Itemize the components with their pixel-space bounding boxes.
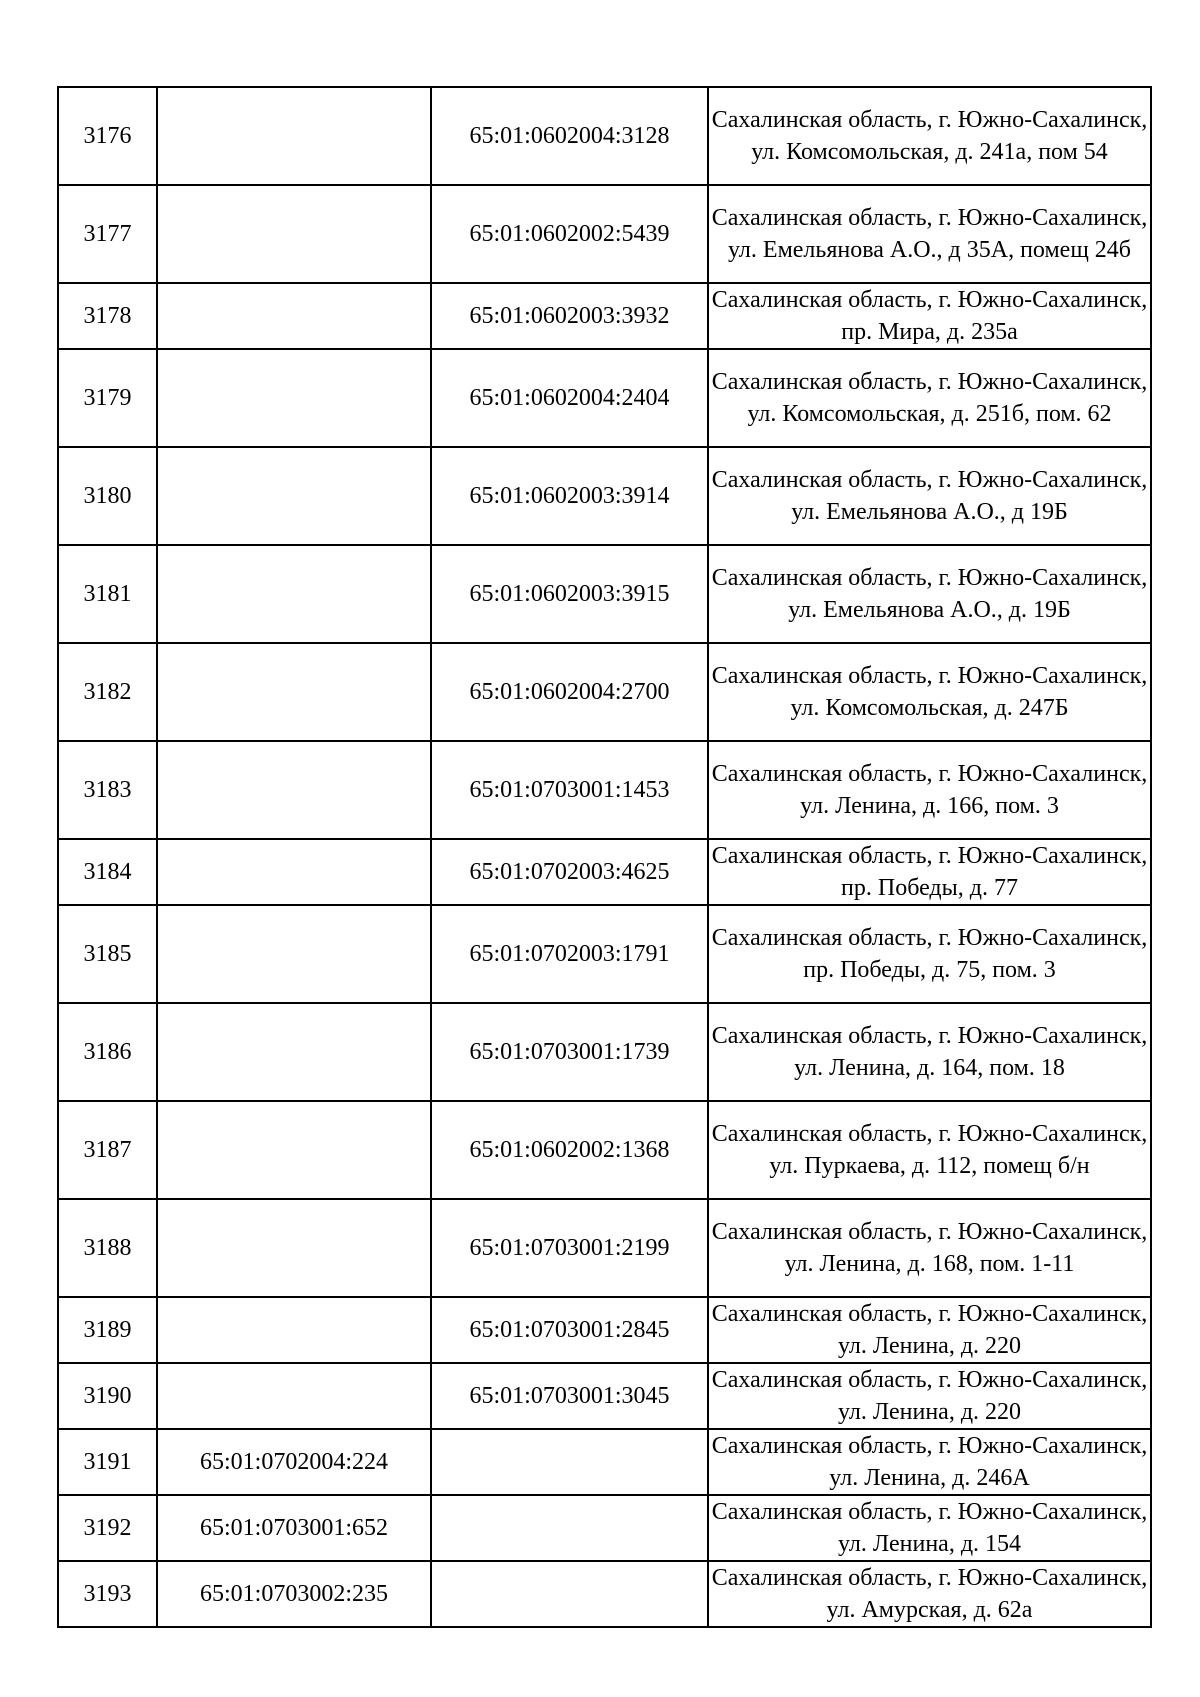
building-cadastral-number: 65:01:0602004:3128 <box>431 87 708 185</box>
table-row <box>58 1199 1151 1297</box>
row-number: 3187 <box>58 1101 157 1199</box>
table-row <box>58 545 1151 643</box>
building-cadastral-number: 65:01:0602003:3915 <box>431 545 708 643</box>
row-number: 3188 <box>58 1199 157 1297</box>
row-number: 3182 <box>58 643 157 741</box>
land-cadastral-number: 65:01:0702004:224 <box>157 1429 431 1495</box>
row-number: 3191 <box>58 1429 157 1495</box>
building-cadastral-number: 65:01:0703001:3045 <box>431 1363 708 1429</box>
land-cadastral-number <box>157 839 431 905</box>
building-cadastral-number <box>431 1429 708 1495</box>
table-row <box>58 1561 1151 1627</box>
address: Сахалинская область, г. Южно-Сахалинск, ул. Ленина, д. 166, пом. 3 <box>708 741 1151 839</box>
address: Сахалинская область, г. Южно-Сахалинск, ул. Амурская, д. 62а <box>708 1561 1151 1627</box>
table-row <box>58 1429 1151 1495</box>
table-row <box>58 349 1151 447</box>
land-cadastral-number <box>157 1101 431 1199</box>
land-cadastral-number <box>157 545 431 643</box>
building-cadastral-number: 65:01:0602004:2404 <box>431 349 708 447</box>
row-number: 3192 <box>58 1495 157 1561</box>
table-row <box>58 1003 1151 1101</box>
row-number: 3176 <box>58 87 157 185</box>
land-cadastral-number <box>157 185 431 283</box>
row-number: 3186 <box>58 1003 157 1101</box>
building-cadastral-number: 65:01:0602002:1368 <box>431 1101 708 1199</box>
land-cadastral-number <box>157 741 431 839</box>
table-row <box>58 839 1151 905</box>
table-row <box>58 643 1151 741</box>
property-registry-table <box>57 86 1152 1628</box>
row-number: 3177 <box>58 185 157 283</box>
building-cadastral-number: 65:01:0702003:1791 <box>431 905 708 1003</box>
land-cadastral-number <box>157 447 431 545</box>
address: Сахалинская область, г. Южно-Сахалинск, ул. Емельянова А.О., д. 19Б <box>708 545 1151 643</box>
land-cadastral-number <box>157 283 431 349</box>
table-row <box>58 1297 1151 1363</box>
address: Сахалинская область, г. Южно-Сахалинск, ул. Ленина, д. 220 <box>708 1297 1151 1363</box>
row-number: 3184 <box>58 839 157 905</box>
row-number: 3193 <box>58 1561 157 1627</box>
building-cadastral-number: 65:01:0602003:3914 <box>431 447 708 545</box>
row-number: 3190 <box>58 1363 157 1429</box>
address: Сахалинская область, г. Южно-Сахалинск, пр. Победы, д. 75, пом. 3 <box>708 905 1151 1003</box>
building-cadastral-number: 65:01:0703001:1739 <box>431 1003 708 1101</box>
address: Сахалинская область, г. Южно-Сахалинск, ул. Комсомольская, д. 241а, пом 54 <box>708 87 1151 185</box>
land-cadastral-number <box>157 1363 431 1429</box>
row-number: 3180 <box>58 447 157 545</box>
building-cadastral-number: 65:01:0703001:1453 <box>431 741 708 839</box>
address: Сахалинская область, г. Южно-Сахалинск, ул. Емельянова А.О., д 35А, помещ 24б <box>708 185 1151 283</box>
table-row <box>58 185 1151 283</box>
land-cadastral-number: 65:01:0703002:235 <box>157 1561 431 1627</box>
address: Сахалинская область, г. Южно-Сахалинск, ул. Ленина, д. 168, пом. 1-11 <box>708 1199 1151 1297</box>
row-number: 3185 <box>58 905 157 1003</box>
table-row <box>58 87 1151 185</box>
table-row <box>58 1101 1151 1199</box>
address: Сахалинская область, г. Южно-Сахалинск, ул. Ленина, д. 220 <box>708 1363 1151 1429</box>
table-row <box>58 1363 1151 1429</box>
table-row <box>58 905 1151 1003</box>
land-cadastral-number <box>157 87 431 185</box>
land-cadastral-number <box>157 1199 431 1297</box>
land-cadastral-number <box>157 643 431 741</box>
row-number: 3178 <box>58 283 157 349</box>
table-row <box>58 447 1151 545</box>
building-cadastral-number: 65:01:0602004:2700 <box>431 643 708 741</box>
land-cadastral-number <box>157 1003 431 1101</box>
address: Сахалинская область, г. Южно-Сахалинск, ул. Ленина, д. 164, пом. 18 <box>708 1003 1151 1101</box>
building-cadastral-number: 65:01:0703001:2845 <box>431 1297 708 1363</box>
row-number: 3189 <box>58 1297 157 1363</box>
row-number: 3179 <box>58 349 157 447</box>
building-cadastral-number <box>431 1561 708 1627</box>
address: Сахалинская область, г. Южно-Сахалинск, ул. Комсомольская, д. 251б, пом. 62 <box>708 349 1151 447</box>
table-row <box>58 1495 1151 1561</box>
row-number: 3181 <box>58 545 157 643</box>
land-cadastral-number <box>157 349 431 447</box>
building-cadastral-number: 65:01:0703001:2199 <box>431 1199 708 1297</box>
address: Сахалинская область, г. Южно-Сахалинск, пр. Победы, д. 77 <box>708 839 1151 905</box>
table-body <box>58 87 1151 1627</box>
building-cadastral-number: 65:01:0602002:5439 <box>431 185 708 283</box>
row-number: 3183 <box>58 741 157 839</box>
land-cadastral-number <box>157 1297 431 1363</box>
address: Сахалинская область, г. Южно-Сахалинск, ул. Ленина, д. 154 <box>708 1495 1151 1561</box>
building-cadastral-number: 65:01:0702003:4625 <box>431 839 708 905</box>
building-cadastral-number <box>431 1495 708 1561</box>
address: Сахалинская область, г. Южно-Сахалинск, ул. Комсомольская, д. 247Б <box>708 643 1151 741</box>
table-row <box>58 283 1151 349</box>
address: Сахалинская область, г. Южно-Сахалинск, ул. Пуркаева, д. 112, помещ б/н <box>708 1101 1151 1199</box>
land-cadastral-number <box>157 905 431 1003</box>
address: Сахалинская область, г. Южно-Сахалинск, ул. Ленина, д. 246А <box>708 1429 1151 1495</box>
address: Сахалинская область, г. Южно-Сахалинск, ул. Емельянова А.О., д 19Б <box>708 447 1151 545</box>
address: Сахалинская область, г. Южно-Сахалинск, пр. Мира, д. 235а <box>708 283 1151 349</box>
land-cadastral-number: 65:01:0703001:652 <box>157 1495 431 1561</box>
building-cadastral-number: 65:01:0602003:3932 <box>431 283 708 349</box>
table-row <box>58 741 1151 839</box>
